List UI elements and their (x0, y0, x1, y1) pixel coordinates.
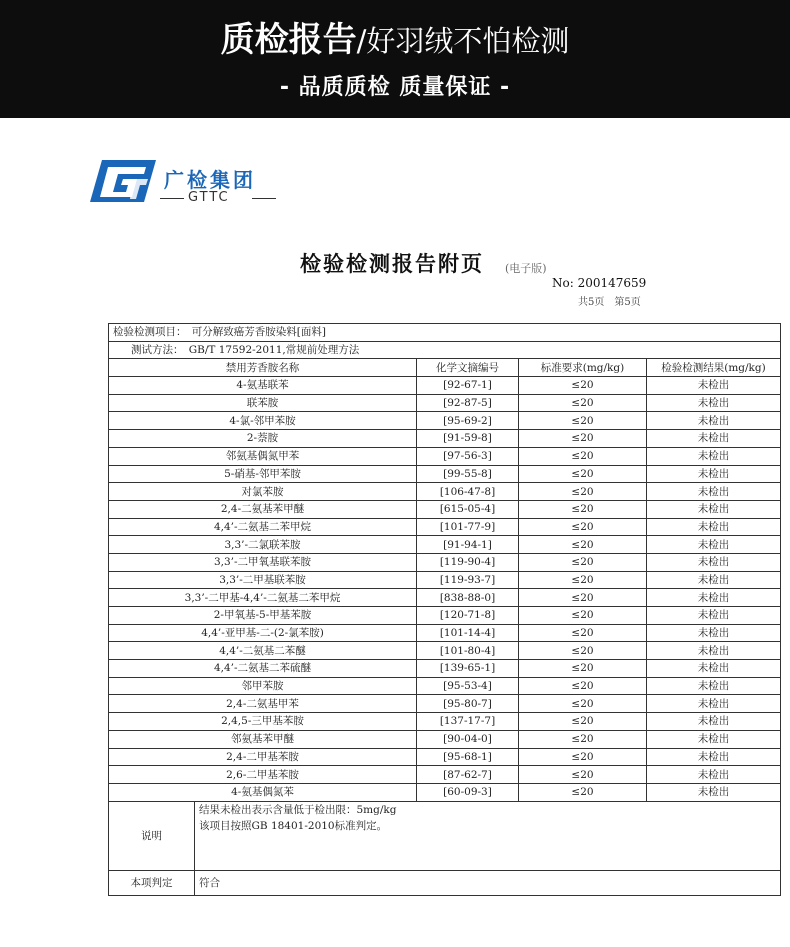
amine-name: 2,4-二氨基甲苯 (109, 695, 417, 713)
amine-name: 对氯苯胺 (109, 483, 417, 501)
result-value: 未检出 (647, 500, 781, 518)
result-value: 未检出 (647, 730, 781, 748)
result-value: 未检出 (647, 483, 781, 501)
amine-name: 4,4’-二氨基二苯甲烷 (109, 518, 417, 536)
result-value: 未检出 (647, 766, 781, 784)
amine-name: 4-氨基联苯 (109, 377, 417, 395)
limit-value: ≤20 (519, 571, 647, 589)
table-row (109, 766, 781, 784)
header-result: 检验检测结果(mg/kg) (647, 359, 781, 377)
limit-value: ≤20 (519, 536, 647, 554)
limit-value: ≤20 (519, 430, 647, 448)
table-row (109, 500, 781, 518)
report-edition-tag: (电子版) (505, 262, 547, 275)
cas-number: [92-67-1] (417, 377, 519, 395)
cas-number: [106-47-8] (417, 483, 519, 501)
amine-name: 5-硝基-邻甲苯胺 (109, 465, 417, 483)
result-value: 未检出 (647, 624, 781, 642)
verdict-row (109, 870, 781, 895)
result-value: 未检出 (647, 394, 781, 412)
limit-value: ≤20 (519, 553, 647, 571)
amine-name: 4,4’-二氨基二苯硫醚 (109, 660, 417, 678)
header-name: 禁用芳香胺名称 (109, 359, 417, 377)
verdict-label: 本项判定 (109, 870, 195, 895)
limit-value: ≤20 (519, 677, 647, 695)
company-logo (88, 150, 288, 220)
table-row (109, 642, 781, 660)
limit-value: ≤20 (519, 447, 647, 465)
table-row (109, 677, 781, 695)
limit-value: ≤20 (519, 730, 647, 748)
result-value: 未检出 (647, 642, 781, 660)
table-row (109, 589, 781, 607)
cas-number: [95-53-4] (417, 677, 519, 695)
table-header-row (109, 359, 781, 377)
table-row (109, 430, 781, 448)
table-row (109, 518, 781, 536)
header-cas: 化学文摘编号 (417, 359, 519, 377)
table-row (109, 412, 781, 430)
cas-number: [119-90-4] (417, 553, 519, 571)
table-row (109, 394, 781, 412)
test-method-row (109, 341, 781, 359)
result-value: 未检出 (647, 447, 781, 465)
amine-name: 2,4,5-三甲基苯胺 (109, 713, 417, 731)
result-value: 未检出 (647, 660, 781, 678)
result-value: 未检出 (647, 713, 781, 731)
result-value: 未检出 (647, 377, 781, 395)
amine-name: 4,4’-二氨基二苯醚 (109, 642, 417, 660)
table-row (109, 447, 781, 465)
cas-number: [101-80-4] (417, 642, 519, 660)
test-method: 测试方法： GB/T 17592-2011,常规前处理方法 (109, 341, 781, 359)
cas-number: [87-62-7] (417, 766, 519, 784)
logo-name-en-row (160, 190, 280, 208)
limit-value: ≤20 (519, 589, 647, 607)
result-value: 未检出 (647, 695, 781, 713)
note-line: 该项目按照GB 18401-2010标准判定。 (199, 819, 388, 832)
cas-number: [60-09-3] (417, 783, 519, 801)
table-row (109, 660, 781, 678)
cas-number: [90-04-0] (417, 730, 519, 748)
result-value: 未检出 (647, 518, 781, 536)
report-table (108, 323, 781, 896)
gttc-logo-icon (88, 158, 158, 204)
limit-value: ≤20 (519, 465, 647, 483)
cas-number: [139-65-1] (417, 660, 519, 678)
limit-value: ≤20 (519, 483, 647, 501)
header-banner (0, 0, 790, 118)
note-text (195, 801, 781, 870)
result-value: 未检出 (647, 571, 781, 589)
table-row (109, 571, 781, 589)
amine-name: 4-氨基偶氮苯 (109, 783, 417, 801)
amine-name: 3,3’-二甲氧基联苯胺 (109, 553, 417, 571)
cas-number: [95-68-1] (417, 748, 519, 766)
table-row (109, 483, 781, 501)
limit-value: ≤20 (519, 642, 647, 660)
cas-number: [137-17-7] (417, 713, 519, 731)
amine-name: 2-萘胺 (109, 430, 417, 448)
limit-value: ≤20 (519, 624, 647, 642)
limit-value: ≤20 (519, 500, 647, 518)
result-value: 未检出 (647, 607, 781, 625)
note-row (109, 801, 781, 870)
amine-name: 邻甲苯胺 (109, 677, 417, 695)
cas-number: [95-80-7] (417, 695, 519, 713)
amine-name: 2,4-二氨基苯甲醚 (109, 500, 417, 518)
cas-number: [99-55-8] (417, 465, 519, 483)
table-row (109, 748, 781, 766)
amine-name: 联苯胺 (109, 394, 417, 412)
limit-value: ≤20 (519, 660, 647, 678)
table-row (109, 730, 781, 748)
cas-number: [95-69-2] (417, 412, 519, 430)
amine-name: 2,4-二甲基苯胺 (109, 748, 417, 766)
result-value: 未检出 (647, 430, 781, 448)
result-value: 未检出 (647, 589, 781, 607)
cas-number: [838-88-0] (417, 589, 519, 607)
amine-name: 3,3’-二甲基联苯胺 (109, 571, 417, 589)
report-number: No: 200147659 (552, 276, 647, 290)
verdict-value: 符合 (195, 870, 781, 895)
report-title: 检验检测报告附页 (300, 252, 484, 276)
table-row (109, 713, 781, 731)
table-row (109, 607, 781, 625)
cas-number: [91-59-8] (417, 430, 519, 448)
limit-value: ≤20 (519, 518, 647, 536)
table-row (109, 783, 781, 801)
amine-name: 3,3’-二甲基-4,4’-二氨基二苯甲烷 (109, 589, 417, 607)
table-row (109, 553, 781, 571)
amine-name: 2,6-二甲基苯胺 (109, 766, 417, 784)
result-value: 未检出 (647, 677, 781, 695)
cas-number: [92-87-5] (417, 394, 519, 412)
result-value: 未检出 (647, 536, 781, 554)
limit-value: ≤20 (519, 377, 647, 395)
logo-divider-right (252, 198, 276, 199)
logo-name-en: GTTC (188, 190, 230, 205)
amine-name: 4-氯-邻甲苯胺 (109, 412, 417, 430)
banner-title-light: /好羽绒不怕检测 (356, 24, 570, 58)
cas-number: [101-14-4] (417, 624, 519, 642)
cas-number: [101-77-9] (417, 518, 519, 536)
result-value: 未检出 (647, 748, 781, 766)
table-row (109, 536, 781, 554)
result-value: 未检出 (647, 465, 781, 483)
test-item: 检验检测项目： 可分解致癌芳香胺染料[面料] (109, 324, 781, 342)
test-item-row (109, 324, 781, 342)
logo-name-cn: 广检集团 (164, 168, 256, 192)
amine-name: 邻氨基偶氮甲苯 (109, 447, 417, 465)
note-line: 结果未检出表示含量低于检出限：5mg/kg (199, 803, 397, 816)
result-value: 未检出 (647, 412, 781, 430)
table-row (109, 624, 781, 642)
limit-value: ≤20 (519, 766, 647, 784)
cas-number: [91-94-1] (417, 536, 519, 554)
amine-name: 邻氨基苯甲醚 (109, 730, 417, 748)
report-page: 共5页 第5页 (578, 297, 641, 308)
banner-title (0, 18, 790, 63)
amine-name: 3,3’-二氯联苯胺 (109, 536, 417, 554)
logo-divider-left (160, 198, 184, 199)
limit-value: ≤20 (519, 695, 647, 713)
limit-value: ≤20 (519, 713, 647, 731)
amine-name: 4,4’-亚甲基-二-(2-氯苯胺) (109, 624, 417, 642)
cas-number: [119-93-7] (417, 571, 519, 589)
amine-name: 2-甲氧基-5-甲基苯胺 (109, 607, 417, 625)
header-limit: 标准要求(mg/kg) (519, 359, 647, 377)
cas-number: [97-56-3] (417, 447, 519, 465)
banner-title-strong: 质检报告 (220, 20, 357, 60)
cas-number: [120-71-8] (417, 607, 519, 625)
limit-value: ≤20 (519, 412, 647, 430)
result-value: 未检出 (647, 553, 781, 571)
table-row (109, 377, 781, 395)
limit-value: ≤20 (519, 607, 647, 625)
banner-subtitle: - 品质质检 质量保证 - (279, 75, 511, 100)
note-label: 说明 (109, 801, 195, 870)
table-row (109, 465, 781, 483)
cas-number: [615-05-4] (417, 500, 519, 518)
limit-value: ≤20 (519, 783, 647, 801)
limit-value: ≤20 (519, 394, 647, 412)
result-value: 未检出 (647, 783, 781, 801)
table-row (109, 695, 781, 713)
limit-value: ≤20 (519, 748, 647, 766)
